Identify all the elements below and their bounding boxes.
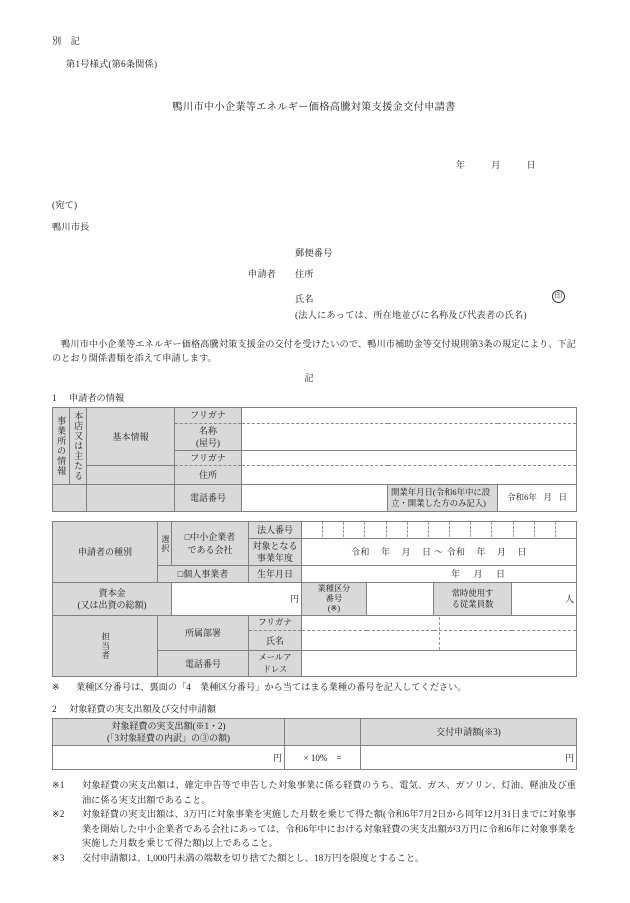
department-label: 所属部署 — [158, 616, 249, 651]
address-label: 住所 — [295, 268, 314, 279]
employee-count-field[interactable]: 人 — [512, 583, 577, 616]
contact-furigana-label: フリガナ — [249, 616, 302, 631]
corporate-number-label: 法人番号 — [249, 521, 302, 538]
operator-header — [285, 719, 361, 746]
industry-code-note — [52, 681, 576, 695]
section1-title: 申請者の情報 — [69, 393, 125, 404]
applicant-type-label: 申請者の種別 — [53, 521, 158, 582]
footnote-item — [52, 851, 576, 866]
tel-spacer-2 — [87, 484, 175, 511]
table-row — [53, 484, 577, 511]
contact-email-label: メールア ドレス — [249, 651, 302, 677]
addressee-label: (宛て) — [52, 200, 78, 211]
option-individual[interactable]: □個人事業者 — [158, 566, 249, 583]
footnote-text: 対象経費の実支出額は、3万円に対象事業を実施した月数を乗じて得た額(令和6年7月2日から同年12月31日までに対象事業を開始した中小企業者である会社にあっては、令和6年中における対象経費の実支出額が3万円に令和6年に対象事業を実施した月数を乗じて得た額)以上であること。 — [82, 809, 576, 849]
furigana-label-1: フリガナ — [175, 408, 242, 423]
date-day-label: 日 — [526, 159, 536, 170]
tel-spacer — [53, 484, 87, 511]
table-row — [53, 521, 577, 538]
bekki-label: 別 記 — [52, 36, 81, 46]
operator-cell: × 10% = — [285, 746, 361, 770]
employee-count-label: 常時使用す る従業員数 — [434, 583, 512, 616]
date-month-label: 月 — [491, 159, 501, 170]
contact-name-field[interactable] — [302, 631, 577, 651]
basic-info-label-spacer — [87, 465, 175, 484]
contact-tel-label: 電話番号 — [158, 651, 249, 677]
ki-label: 記 — [304, 373, 314, 384]
furigana-label-2: フリガナ — [175, 450, 242, 465]
birthdate-field[interactable]: 年 月 日 — [302, 566, 577, 583]
name-label: 氏名 — [295, 293, 314, 304]
date-line — [52, 143, 576, 186]
document-body — [52, 34, 576, 865]
page-title: 鴨川市中小企業等エネルギー価格高騰対策支援金交付申請書 — [172, 101, 456, 113]
selection-label: 選択 — [158, 521, 172, 565]
tel-field[interactable] — [242, 484, 388, 511]
opening-date-label: 開業年月日(令和6年中に設 立・開業した方のみ記入) — [388, 484, 498, 511]
address-field[interactable] — [242, 465, 577, 484]
footnote-text: 交付申請額は、1,000円未満の端数を切り捨てた額とし、18万円を限度とすること。 — [82, 852, 425, 863]
corporate-number-field[interactable] — [302, 521, 577, 538]
section1-heading — [52, 390, 576, 404]
applicant-type-table — [52, 521, 577, 677]
tel-label: 電話番号 — [175, 484, 242, 511]
table-row — [53, 746, 577, 770]
date-year-label: 年 — [455, 159, 466, 170]
opening-date-field[interactable]: 令和6年 月 日 — [498, 484, 577, 511]
section2-title: 対象経費の実支出額及び交付申請額 — [69, 704, 216, 715]
company-name-field[interactable] — [242, 423, 577, 450]
basic-info-label: 基本情報 — [87, 408, 175, 466]
applicant-info-table — [52, 407, 577, 512]
seal-mark — [552, 290, 565, 303]
furigana-field-1[interactable] — [242, 408, 577, 423]
industry-code-field[interactable] — [367, 583, 434, 616]
applicant-label: 申請者 — [248, 268, 277, 279]
contact-furigana-field[interactable] — [302, 616, 577, 631]
vertical-label-left: 事業所の情報 — [53, 408, 70, 485]
target-fiscal-year-field[interactable]: 令和 年 月 日 〜 令和 年 月 日 — [302, 538, 577, 565]
contact-email-field[interactable] — [302, 651, 577, 677]
footnote-item — [52, 778, 576, 807]
footnote-mark: ※3 — [52, 852, 65, 863]
table-row — [53, 719, 577, 746]
applicant-block — [52, 245, 576, 323]
footnote-mark: ※1 — [52, 780, 65, 791]
contact-person-label: 担当者 — [53, 616, 158, 677]
table-row — [53, 616, 577, 631]
vertical-label-right: 本店又は主たる — [70, 408, 87, 485]
corporate-name-note: (法人にあっては、所在地並びに名称及び代表者の氏名) — [295, 309, 527, 320]
table-row — [53, 583, 577, 616]
body-paragraph-text: 鴨川市中小企業等エネルギー価格高騰対策支援金の交付を受けたいので、鴨川市補助金等交付規則第3条の規定により、下記のとおり関係書類を添えて申請します。 — [52, 338, 576, 364]
grant-amount-header: 交付申請額(※3) — [361, 719, 577, 746]
section2-number: 2 — [52, 704, 57, 715]
note-text: 業種区分番号は、裏面の「4 業種区分番号」から当てはまる業種の番号を記入してください。 — [76, 682, 467, 693]
seal-icon: 印 — [552, 290, 565, 303]
footnote-item — [52, 807, 576, 851]
table-row — [53, 465, 577, 484]
contact-name-label: 氏名 — [249, 631, 302, 651]
footnotes — [52, 778, 576, 865]
addressee-name: 鴨川市長 — [52, 222, 90, 233]
furigana-field-2[interactable] — [242, 450, 577, 465]
section2-heading — [52, 701, 576, 715]
company-name-label: 名称 (屋号) — [175, 423, 242, 450]
note-mark: ※ — [52, 682, 60, 693]
target-fiscal-year-label: 対象となる 事業年度 — [249, 538, 302, 565]
footnote-mark: ※2 — [52, 809, 65, 820]
section1-number: 1 — [52, 393, 57, 404]
industry-code-label: 業種区分 番号 (※) — [302, 583, 367, 616]
table-row — [53, 408, 577, 423]
postal-code-label: 郵便番号 — [295, 247, 333, 258]
address-label-cell: 住所 — [175, 465, 242, 484]
actual-expense-header: 対象経費の実支出額(※1・2) (「3対象経費の内訳」の③の額) — [53, 719, 285, 746]
footnote-text: 対象経費の実支出額は、確定申告等で申告した対象事業に係る経費のうち、電気、ガス、ガソリン、灯油、軽油及び重油に係る実支出額であること。 — [82, 780, 576, 805]
expense-table — [52, 718, 577, 770]
option-company[interactable]: □中小企業者 である会社 — [172, 521, 249, 565]
capital-field[interactable]: 円 — [172, 583, 302, 616]
capital-label: 資本金 (又は出資の総額) — [53, 583, 172, 616]
birthdate-label: 生年月日 — [249, 566, 302, 583]
grant-amount-field[interactable]: 円 — [361, 746, 577, 770]
actual-expense-field[interactable]: 円 — [53, 746, 285, 770]
body-paragraph — [52, 337, 576, 367]
form-number: 第1号様式(第6条関係) — [66, 59, 158, 70]
